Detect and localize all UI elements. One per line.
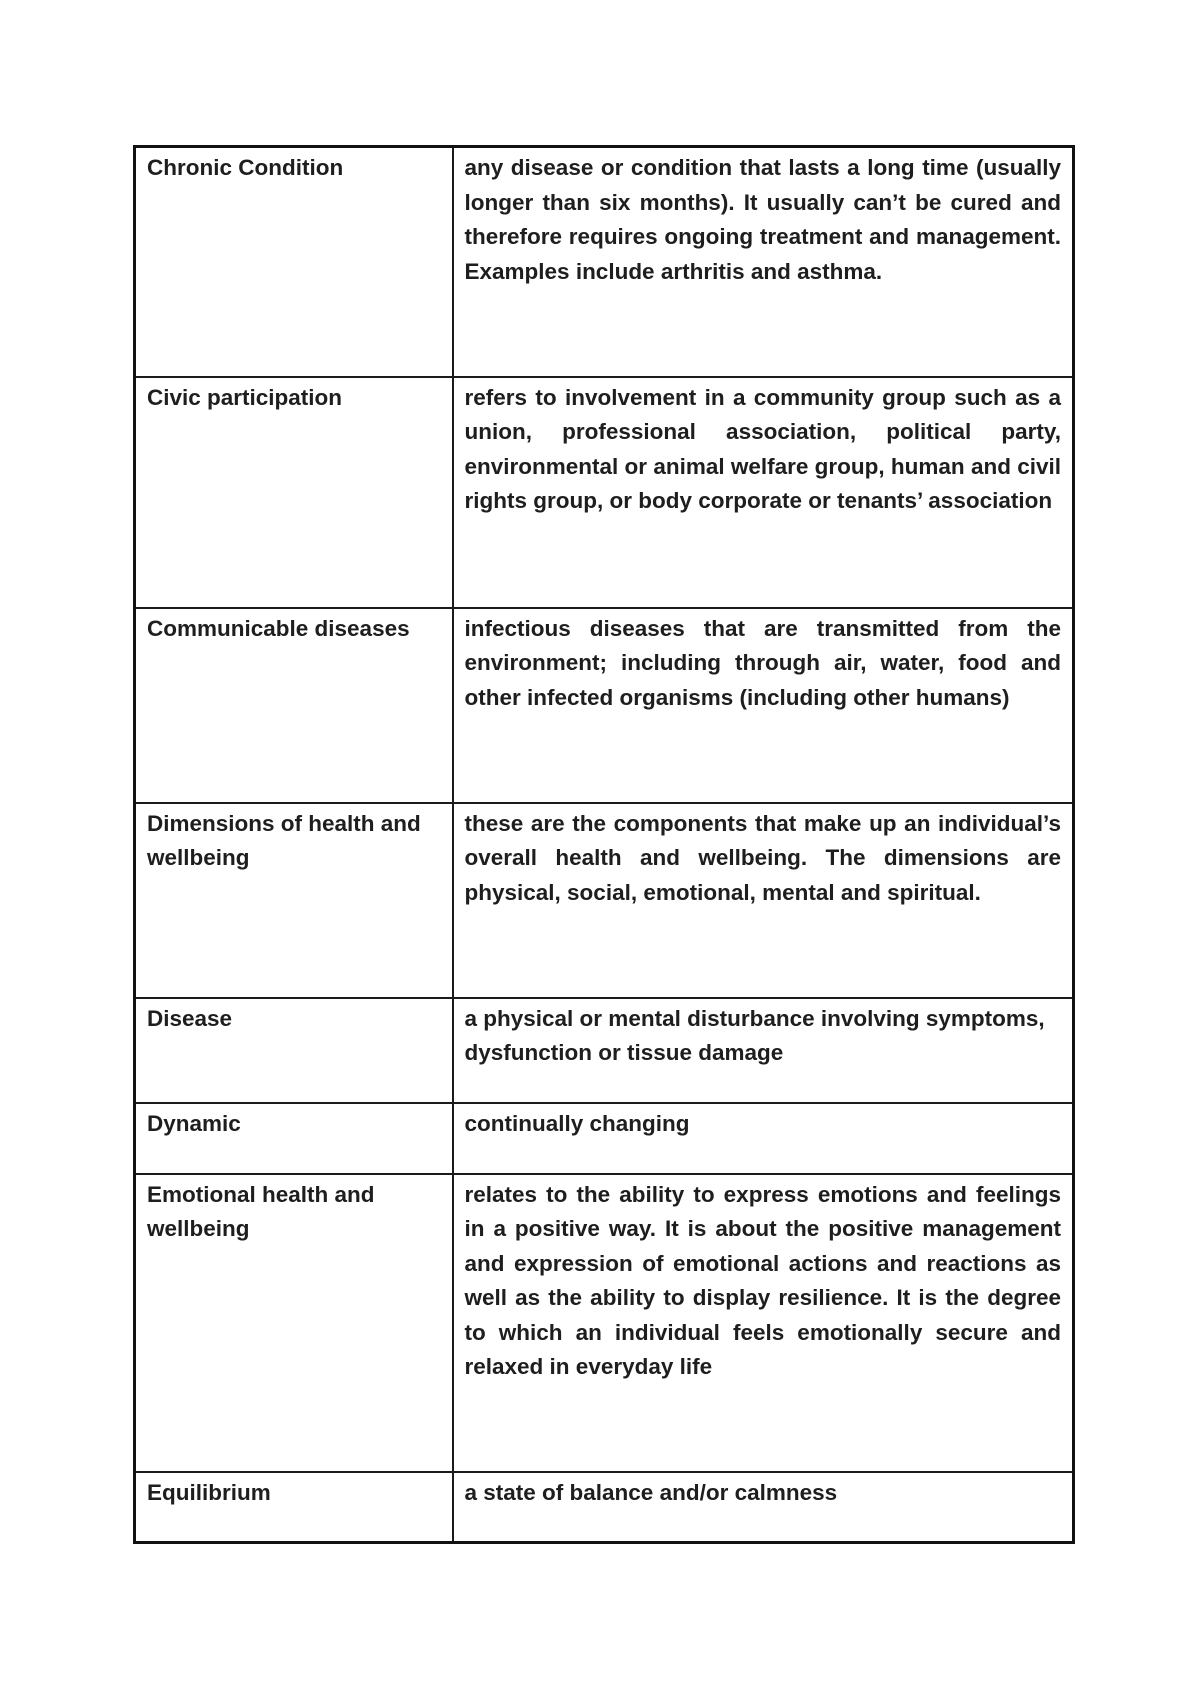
table-row (135, 1103, 1074, 1174)
table-row (135, 1174, 1074, 1472)
definition-cell: a state of balance and/or calmness (453, 1472, 1074, 1543)
definition-cell: relates to the ability to express emotions and feelings in a positive way. It is about the positive management and expression of emotional actions and reactions as well as the ability to display resilience. It is the degree to which an individual feels emotionally secure and relaxed in everyday life (453, 1174, 1074, 1472)
table-row (135, 1472, 1074, 1543)
term-cell: Communicable diseases (135, 608, 453, 803)
definition-cell: a physical or mental disturbance involving symptoms, dysfunction or tissue damage (453, 998, 1074, 1103)
definition-cell: refers to involvement in a community group such as a union, professional association, political party, environmental or animal welfare group, human and civil rights group, or body corporate or tenants’ association (453, 377, 1074, 608)
table-row (135, 998, 1074, 1103)
table-row (135, 147, 1074, 377)
definition-cell: continually changing (453, 1103, 1074, 1174)
term-cell: Emotional health and wellbeing (135, 1174, 453, 1472)
term-cell: Dimensions of health and wellbeing (135, 803, 453, 998)
glossary-table (133, 145, 1075, 1544)
term-cell: Disease (135, 998, 453, 1103)
table-row (135, 377, 1074, 608)
term-cell: Civic participation (135, 377, 453, 608)
table-row (135, 608, 1074, 803)
definition-cell: any disease or condition that lasts a long time (usually longer than six months). It usually can’t be cured and therefore requires ongoing treatment and management. Examples include arthritis and asthma. (453, 147, 1074, 377)
term-cell: Dynamic (135, 1103, 453, 1174)
definition-cell: infectious diseases that are transmitted from the environment; including through air, water, food and other infected organisms (including other humans) (453, 608, 1074, 803)
table-row (135, 803, 1074, 998)
term-cell: Chronic Condition (135, 147, 453, 377)
term-cell: Equilibrium (135, 1472, 453, 1543)
definition-cell: these are the components that make up an individual’s overall health and wellbeing. The dimensions are physical, social, emotional, mental and spiritual. (453, 803, 1074, 998)
